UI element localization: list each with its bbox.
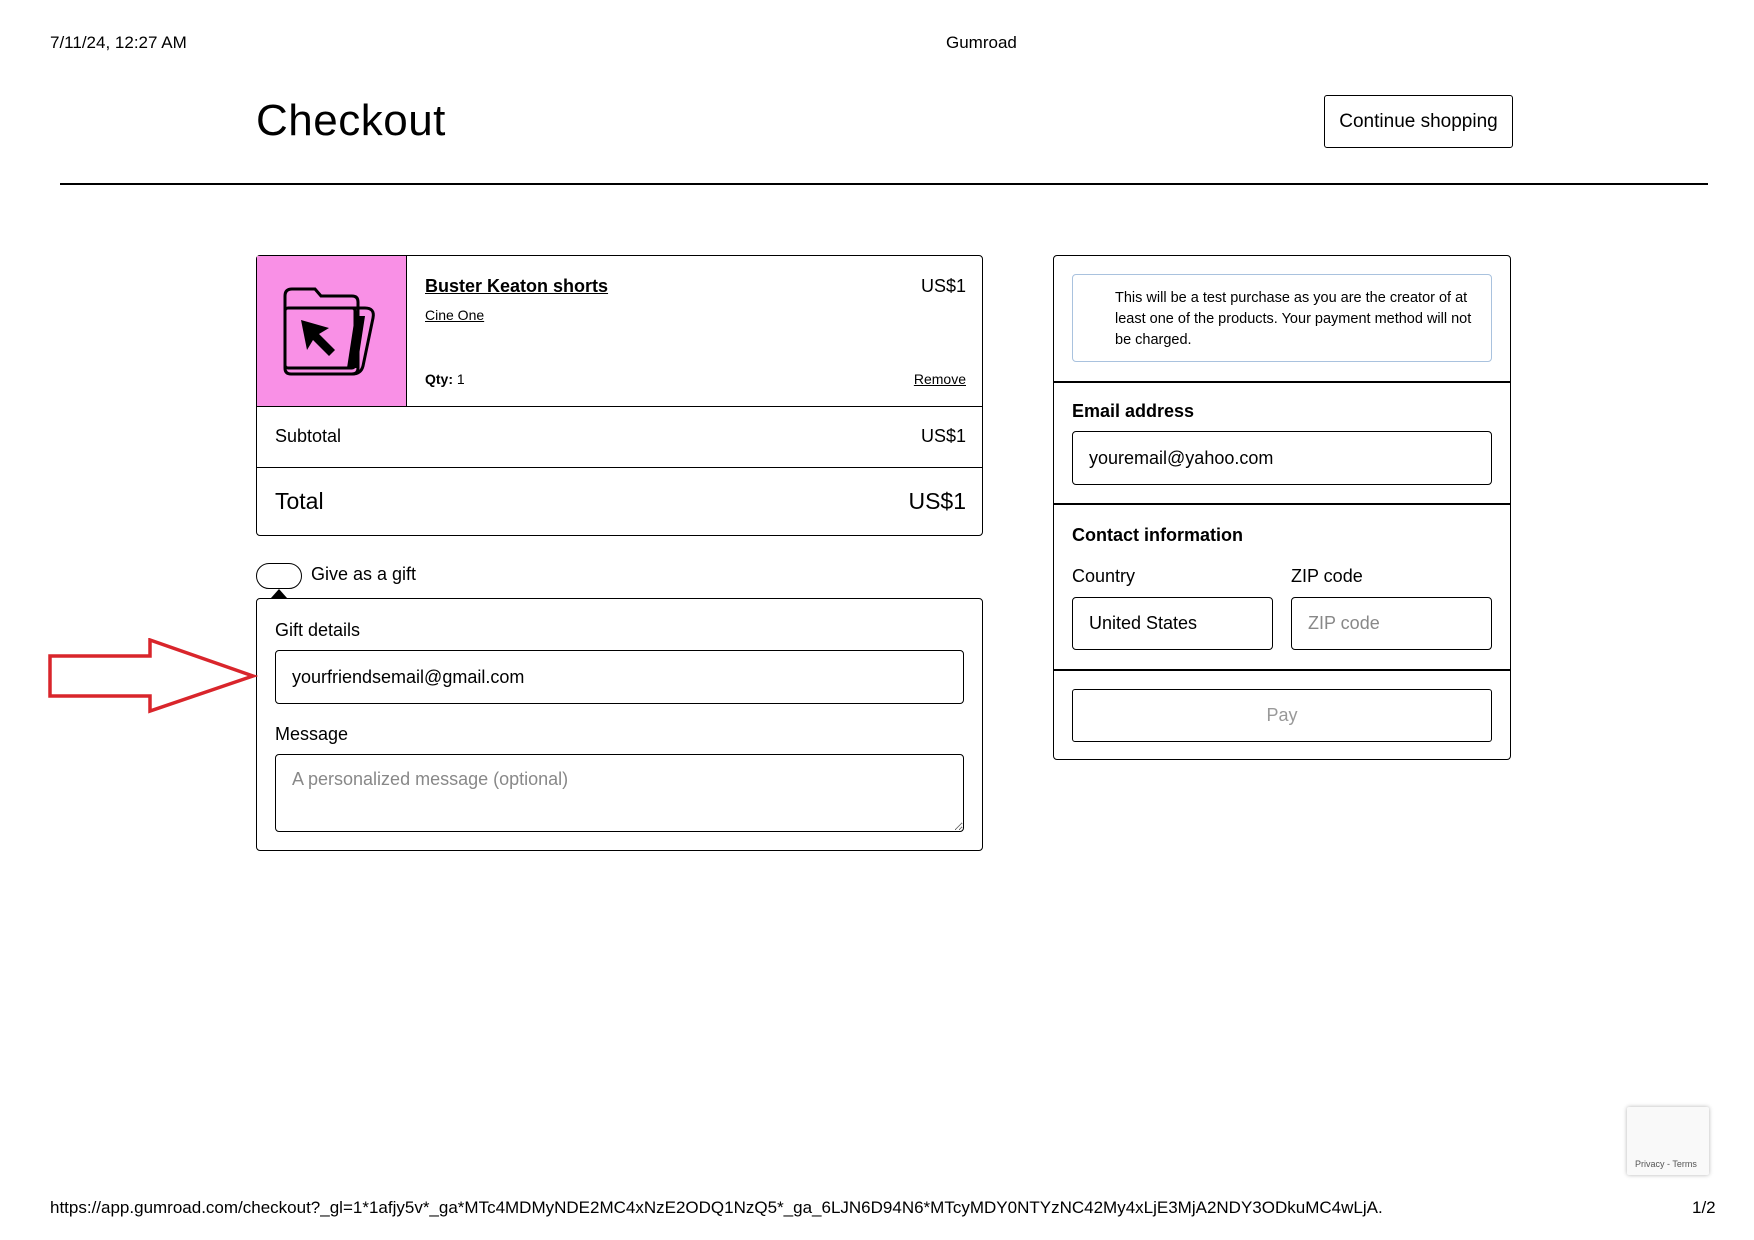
product-thumbnail[interactable] xyxy=(257,256,407,406)
country-select[interactable]: United States xyxy=(1072,597,1273,650)
contact-section-title: Contact information xyxy=(1072,525,1243,545)
product-name-link[interactable]: Buster Keaton shorts xyxy=(425,276,609,296)
print-page-number: 1/2 xyxy=(1692,1198,1716,1217)
subtotal-value: US$1 xyxy=(920,426,966,446)
gift-caret-icon xyxy=(271,589,287,598)
gift-toggle-label: Give as a gift xyxy=(311,564,417,584)
cart-summary xyxy=(256,255,983,536)
gift-toggle[interactable] xyxy=(256,563,302,589)
total-row xyxy=(257,467,982,535)
message-label: Message xyxy=(275,724,349,744)
gift-details-label: Gift details xyxy=(275,620,361,640)
total-label: Total xyxy=(275,488,324,514)
gift-message-textarea[interactable] xyxy=(275,754,964,832)
page-title: Checkout xyxy=(256,96,446,145)
gift-email-input[interactable] xyxy=(275,650,964,704)
zip-label: ZIP code xyxy=(1291,566,1363,586)
print-site-title: Gumroad xyxy=(946,33,1017,52)
folder-cursor-icon xyxy=(257,256,407,406)
annotation-arrow-icon xyxy=(48,638,258,714)
payment-divider xyxy=(1054,669,1510,671)
qty-label: Qty: xyxy=(425,371,453,387)
total-value: US$1 xyxy=(908,488,966,514)
email-section-title: Email address xyxy=(1072,401,1195,421)
qty-value: 1 xyxy=(456,371,465,387)
pay-button[interactable]: Pay xyxy=(1072,689,1492,742)
country-label: Country xyxy=(1072,566,1136,586)
recaptcha-links[interactable]: Privacy - Terms xyxy=(1635,1159,1697,1169)
product-creator-link[interactable]: Cine One xyxy=(425,307,485,323)
print-url: https://app.gumroad.com/checkout?_gl=1*1afjy5v*_ga*MTc4MDMyNDE2MC4xNzE2ODQ1NzQ5*_ga_6LJN6D94N6*MTcyMDY0NTYzNC42My4xLjE3MjA2NDY3ODkuMC4wLjA. xyxy=(50,1198,1383,1217)
test-purchase-notice: This will be a test purchase as you are the creator of at least one of the products. Your payment method will not be charged. xyxy=(1072,274,1492,362)
email-input[interactable] xyxy=(1072,431,1492,485)
zip-input[interactable] xyxy=(1291,597,1492,650)
payment-divider xyxy=(1054,381,1510,383)
print-datetime: 7/11/24, 12:27 AM xyxy=(50,33,187,52)
remove-link[interactable]: Remove xyxy=(913,371,966,387)
subtotal-label: Subtotal xyxy=(275,426,342,446)
header-divider xyxy=(60,183,1708,185)
payment-panel xyxy=(1053,255,1511,760)
product-qty xyxy=(425,371,465,387)
subtotal-row xyxy=(257,406,982,467)
product-price: US$1 xyxy=(920,276,966,296)
payment-divider xyxy=(1054,503,1510,505)
continue-shopping-button[interactable]: Continue shopping xyxy=(1324,95,1513,148)
recaptcha-badge[interactable] xyxy=(1627,1107,1709,1175)
gift-details-panel xyxy=(256,598,983,851)
